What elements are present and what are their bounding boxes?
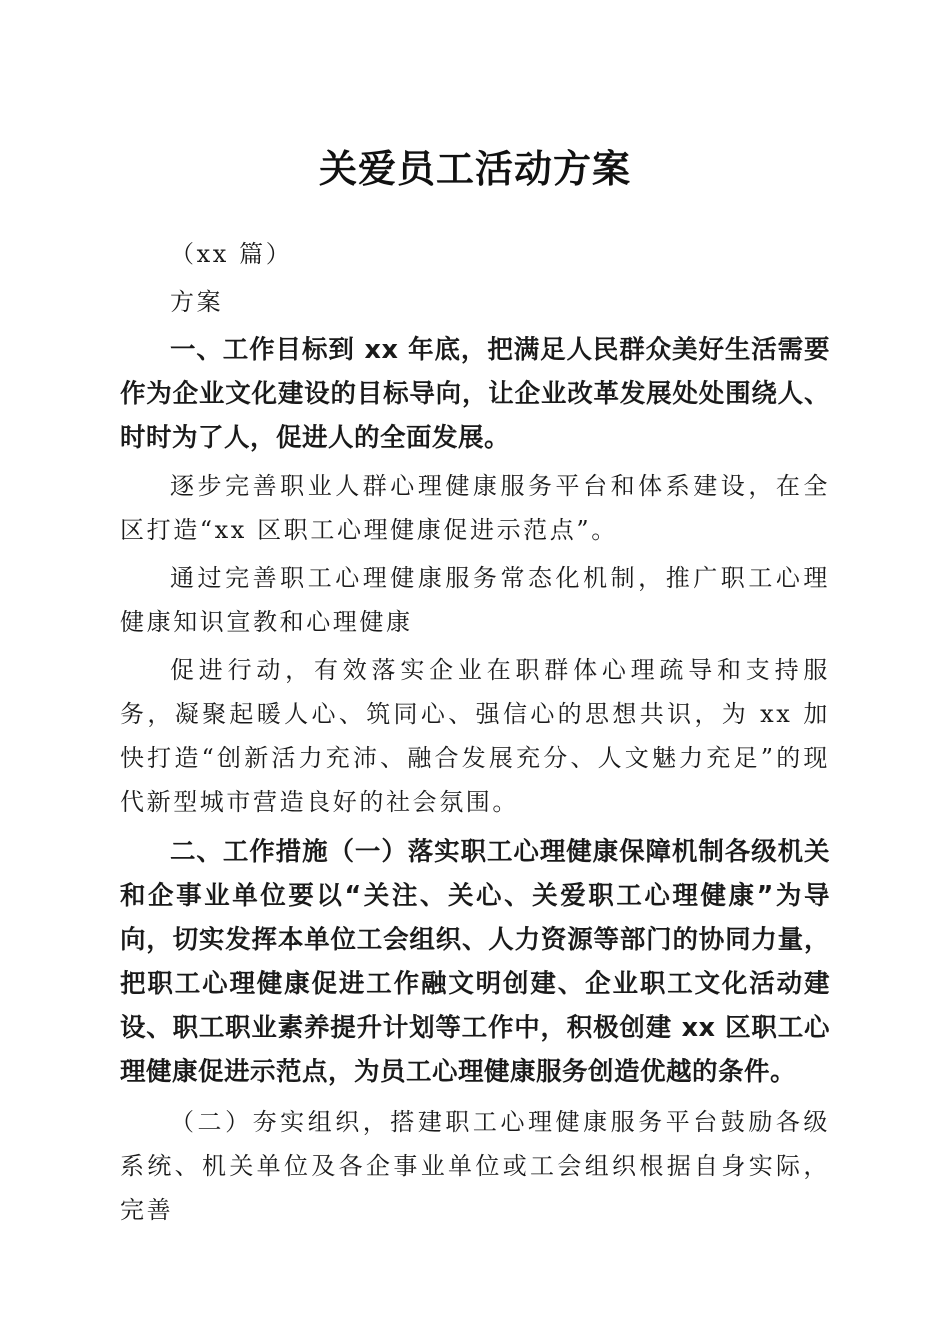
paragraph-goal-action: 促进行动，有效落实企业在职群体心理疏导和支持服务，凝聚起暖人心、筑同心、强信心的思想共识，为 xx 加快打造“创新活力充沛、融合发展充分、人文魅力充足”的现代新型城市营造良好的社会氛围。 [120, 656, 830, 816]
document-title: 关爱员工活动方案 [318, 146, 631, 191]
paragraph-goal-platform: 逐步完善职业人群心理健康服务平台和体系建设，在全区打造“xx 区职工心理健康促进示范点”。 [120, 472, 830, 544]
paragraph-plan-label: 方案 [170, 288, 224, 316]
paragraph-measure-organization: （二）夯实组织，搭建职工心理健康服务平台鼓励各级系统、机关单位及各企事业单位或工会组织根据自身实际，完善 [120, 1108, 830, 1224]
paragraph-section-measures: 二、工作措施（一）落实职工心理健康保障机制各级机关和企事业单位要以“关注、关心、关爱职工心理健康”为导向，切实发挥本单位工会组织、人力资源等部门的协同力量，把职工心理健康促进工作融文明创建、企业职工文化活动建设、职工职业素养提升计划等工作中，积极创建 xx 区职工心理健康促进示范点，为员工心理健康服务创造优越的条件。 [120, 837, 830, 1087]
document-body [120, 232, 830, 1232]
paragraph-section-goals: 一、工作目标到 xx 年底，把满足人民群众美好生活需要作为企业文化建设的目标导向，让企业改革发展处处围绕人、时时为了人，促进人的全面发展。 [120, 335, 830, 453]
paragraph-goal-mechanism: 通过完善职工心理健康服务常态化机制，推广职工心理健康知识宣教和心理健康 [120, 564, 830, 636]
paragraph-subtitle: （xx 篇） [170, 240, 293, 268]
